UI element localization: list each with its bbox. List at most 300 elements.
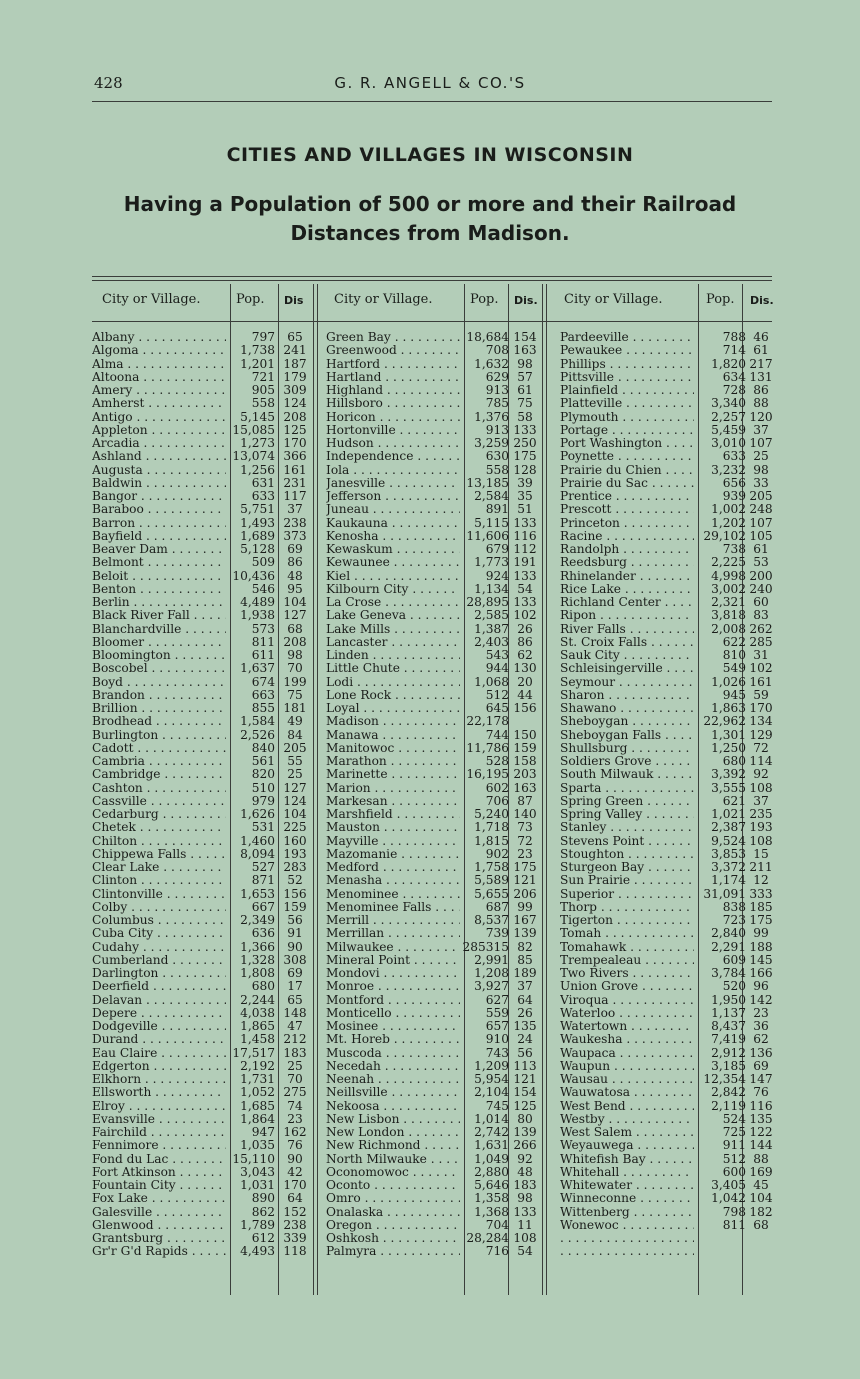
table-row — [92, 1007, 322, 1020]
city-name: Prairie du Chien . . . — [560, 464, 694, 477]
table-row — [92, 411, 322, 424]
population: 8,437 — [711, 1019, 746, 1033]
distance: 250 — [513, 436, 537, 450]
population: 1,366 — [240, 939, 275, 954]
distance: 25 — [287, 1058, 303, 1073]
population: 1,201 — [240, 356, 275, 371]
city-name: Albany . . . — [92, 331, 226, 344]
table-row — [326, 649, 556, 662]
header-pop-2: Pop. — [470, 292, 499, 307]
table-row — [560, 358, 790, 371]
distance: 98 — [517, 1191, 533, 1206]
distance: 65 — [287, 330, 303, 344]
distance: 122 — [749, 1125, 773, 1139]
distance: 285 — [749, 634, 773, 649]
city-name: Monticello . . . — [326, 1007, 460, 1020]
population: 10,436 — [232, 568, 275, 583]
population: 1,068 — [474, 674, 509, 689]
city-name: Fennimore . . . — [92, 1139, 226, 1152]
header-pop-1: Pop. — [236, 292, 265, 307]
city-name: Prentice . . . — [560, 490, 694, 503]
population: 820 — [251, 767, 275, 782]
distance: 64 — [287, 1191, 303, 1206]
population: 2,008 — [711, 621, 746, 636]
city-name: Cedarburg . . . — [92, 808, 226, 821]
distance: 112 — [513, 542, 537, 556]
city-name: Kewaunee . . . — [326, 556, 460, 569]
distance: 91 — [287, 926, 303, 941]
distance: 133 — [513, 568, 537, 583]
population: 1,626 — [240, 807, 275, 821]
population: 2,912 — [711, 1045, 746, 1060]
city-name: Menominee Falls . . . — [326, 901, 460, 914]
city-name: Beaver Dam . . . — [92, 543, 226, 556]
population: 1,458 — [240, 1032, 275, 1047]
population: 13,074 — [232, 449, 275, 464]
table-top-rule-2 — [92, 280, 772, 281]
distance: 114 — [749, 754, 773, 768]
population: 9,524 — [711, 833, 746, 848]
table-row — [92, 874, 322, 887]
distance: 56 — [517, 1045, 533, 1060]
population: 680 — [251, 979, 275, 994]
population: 891 — [485, 502, 509, 517]
population: 2,584 — [474, 489, 509, 503]
table-row — [92, 954, 322, 967]
population: 1,250 — [711, 740, 746, 755]
table-row — [92, 464, 322, 477]
population: 811 — [251, 634, 275, 649]
population: 1,035 — [240, 1138, 275, 1153]
table-row — [92, 1086, 322, 1099]
table-row — [560, 755, 790, 768]
population: 602 — [485, 780, 509, 795]
city-name: Deerfield . . . — [92, 980, 226, 993]
header-city-1: City or Village. — [102, 292, 201, 307]
population: 3,853 — [711, 846, 746, 861]
distance: 183 — [283, 1045, 307, 1060]
population: 738 — [722, 542, 746, 556]
population: 2,991 — [474, 952, 509, 967]
distance: 130 — [513, 661, 537, 676]
population: 1,014 — [474, 1111, 509, 1126]
distance: 187 — [283, 356, 307, 371]
population: 739 — [485, 926, 509, 941]
population: 17,517 — [232, 1045, 275, 1060]
city-name: Bayfield . . . — [92, 530, 226, 543]
city-name: Waukesha . . . — [560, 1033, 694, 1046]
population: 798 — [722, 1204, 746, 1219]
city-name: Boyd . . . — [92, 676, 226, 689]
distance: 116 — [749, 1098, 773, 1113]
distance: 45 — [753, 1178, 769, 1192]
table-row — [560, 371, 790, 384]
population: 704 — [485, 1217, 509, 1232]
table-row — [92, 1219, 322, 1232]
population: 745 — [485, 1098, 509, 1113]
distance: 33 — [753, 475, 769, 490]
table-row — [326, 980, 556, 993]
distance: 175 — [513, 449, 537, 464]
table-row — [560, 768, 790, 781]
population: 3,405 — [711, 1178, 746, 1192]
population: 543 — [485, 648, 509, 662]
table-row — [92, 1153, 322, 1166]
population: 2,742 — [474, 1125, 509, 1139]
population: 1,049 — [474, 1151, 509, 1166]
city-name: Necedah . . . — [326, 1060, 460, 1073]
table-column-3 — [560, 331, 790, 1259]
city-name: Belmont . . . — [92, 556, 226, 569]
city-name: Tigerton . . . — [560, 914, 694, 927]
city-name: Mosinee . . . — [326, 1020, 460, 1033]
city-name: Little Chute . . . — [326, 662, 460, 675]
population: 631 — [251, 475, 275, 490]
population: 744 — [485, 727, 509, 742]
table-row — [326, 371, 556, 384]
population: 3,372 — [711, 860, 746, 874]
population: 524 — [722, 1111, 746, 1126]
table-row — [326, 782, 556, 795]
population: 902 — [485, 846, 509, 861]
distance: 117 — [283, 489, 307, 503]
city-name: Richland Center . . . — [560, 596, 694, 609]
city-name: Neenah . . . — [326, 1073, 460, 1086]
table-row — [92, 848, 322, 861]
table-row — [92, 861, 322, 874]
population: 633 — [251, 489, 275, 503]
city-name: Portage . . . — [560, 424, 694, 437]
table-row — [92, 649, 322, 662]
table-row — [92, 914, 322, 927]
city-name: Fond du Lac . . . — [92, 1153, 226, 1166]
distance: 90 — [287, 939, 303, 954]
table-row — [92, 1166, 322, 1179]
table-row — [92, 583, 322, 596]
table-row — [92, 994, 322, 1007]
distance: 275 — [283, 1085, 307, 1100]
city-name: Poynette . . . — [560, 450, 694, 463]
city-name: La Crose . . . — [326, 596, 460, 609]
city-name: Cashton . . . — [92, 782, 226, 795]
header-pop-3: Pop. — [706, 292, 735, 307]
city-name: Iola . . . — [326, 464, 460, 477]
table-row — [326, 397, 556, 410]
table-row — [560, 954, 790, 967]
city-name: Brandon . . . — [92, 689, 226, 702]
city-name: Hudson . . . — [326, 437, 460, 450]
table-row — [326, 702, 556, 715]
population: 3,818 — [711, 608, 746, 623]
city-name: Whitehall . . . — [560, 1166, 694, 1179]
distance: 37 — [753, 793, 769, 808]
table-row — [326, 1020, 556, 1033]
population: 723 — [722, 913, 746, 927]
distance: 65 — [287, 992, 303, 1007]
distance: 44 — [517, 687, 533, 702]
distance: 142 — [749, 992, 773, 1007]
population: 510 — [251, 780, 275, 795]
population: 2,840 — [711, 926, 746, 941]
city-name: Darlington . . . — [92, 967, 226, 980]
table-row — [326, 861, 556, 874]
population: 1,815 — [474, 833, 509, 848]
table-row — [326, 914, 556, 927]
city-name: Brillion . . . — [92, 702, 226, 715]
city-name: Mondovi . . . — [326, 967, 460, 980]
table-row — [326, 1060, 556, 1073]
distance: 131 — [749, 369, 773, 384]
table-row — [326, 503, 556, 516]
distance: 185 — [749, 899, 773, 914]
city-name: Loyal . . . — [326, 702, 460, 715]
distance: 74 — [287, 1098, 303, 1113]
table-row — [92, 384, 322, 397]
city-name: Fairchild . . . — [92, 1126, 226, 1139]
table-row — [560, 927, 790, 940]
city-name: Sheboygan . . . — [560, 715, 694, 728]
population: 811 — [722, 1217, 746, 1232]
distance: 75 — [517, 396, 533, 411]
table-row — [326, 450, 556, 463]
table-row — [326, 967, 556, 980]
table-row — [92, 901, 322, 914]
distance: 241 — [283, 343, 307, 358]
city-name: Onalaska . . . — [326, 1206, 460, 1219]
city-name: Milwaukee . . . — [326, 941, 460, 954]
distance: 26 — [517, 621, 533, 636]
distance: 72 — [753, 740, 769, 755]
table-row — [326, 1219, 556, 1232]
distance: 46 — [753, 330, 769, 344]
table-row — [560, 1179, 790, 1192]
distance: 92 — [753, 767, 769, 782]
city-name: Bloomer . . . — [92, 636, 226, 649]
table-row — [326, 1139, 556, 1152]
table-row — [560, 689, 790, 702]
distance: 127 — [283, 780, 307, 795]
city-name: Amherst . . . — [92, 397, 226, 410]
city-name: Clintonville . . . — [92, 888, 226, 901]
city-name: Pardeeville . . . — [560, 331, 694, 344]
city-name: Mauston . . . — [326, 821, 460, 834]
distance: 39 — [517, 475, 533, 490]
distance: 120 — [749, 409, 773, 424]
distance: 133 — [513, 422, 537, 437]
distance: 87 — [517, 793, 533, 808]
city-name: Clinton . . . — [92, 874, 226, 887]
city-name: Blanchardville . . . — [92, 623, 226, 636]
distance: 58 — [517, 409, 533, 424]
table-row — [560, 1245, 790, 1258]
distance: 53 — [753, 555, 769, 570]
population: 667 — [251, 899, 275, 914]
population: 559 — [485, 1005, 509, 1020]
population: 862 — [251, 1204, 275, 1219]
population: 979 — [251, 793, 275, 808]
distance: 133 — [513, 1204, 537, 1219]
distance: 188 — [749, 939, 773, 954]
city-name: Prescott . . . — [560, 503, 694, 516]
city-name: South Milwauk . . . — [560, 768, 694, 781]
table-row — [560, 914, 790, 927]
population: 12,354 — [703, 1072, 746, 1086]
distance: 211 — [749, 860, 773, 874]
table-row — [326, 808, 556, 821]
city-name: Madison . . . — [326, 715, 460, 728]
distance: 108 — [749, 780, 773, 795]
distance: 161 — [749, 674, 773, 689]
distance: 163 — [513, 780, 537, 795]
distance: 240 — [749, 581, 773, 596]
distance: 104 — [283, 595, 307, 609]
population: 1,789 — [240, 1217, 275, 1232]
population: 657 — [485, 1019, 509, 1033]
distance: 170 — [749, 701, 773, 715]
table-row — [326, 477, 556, 490]
table-header-rule — [92, 321, 772, 322]
population: 5,954 — [474, 1072, 509, 1086]
distance: 102 — [749, 661, 773, 676]
city-name: Oconomowoc . . . — [326, 1166, 460, 1179]
table-row — [560, 1007, 790, 1020]
distance: 76 — [287, 1138, 303, 1153]
city-name: Grantsburg . . . — [92, 1232, 226, 1245]
population: 622 — [722, 634, 746, 649]
population: 687 — [485, 899, 509, 914]
city-name: Cassville . . . — [92, 795, 226, 808]
population: 558 — [251, 396, 275, 411]
city-name: Pewaukee . . . — [560, 344, 694, 357]
city-name: Ripon . . . — [560, 609, 694, 622]
city-name: Boscobel . . . — [92, 662, 226, 675]
table-row — [326, 1179, 556, 1192]
city-name: Stoughton . . . — [560, 848, 694, 861]
distance: 104 — [749, 1191, 773, 1206]
population: 8,537 — [474, 913, 509, 927]
distance: 26 — [517, 1005, 533, 1020]
table-row — [326, 1086, 556, 1099]
city-name: Union Grove . . . — [560, 980, 694, 993]
city-name: Shawano . . . — [560, 702, 694, 715]
table-row — [560, 636, 790, 649]
population: 285315 — [462, 939, 509, 954]
table-row — [560, 1166, 790, 1179]
city-name: Benton . . . — [92, 583, 226, 596]
population: 2,119 — [711, 1098, 746, 1113]
population: 1,864 — [240, 1111, 275, 1126]
distance: 169 — [749, 1164, 773, 1179]
city-name: Marshfield . . . — [326, 808, 460, 821]
distance: 69 — [753, 1058, 769, 1073]
population: 2,104 — [474, 1085, 509, 1100]
city-name: Greenwood . . . — [326, 344, 460, 357]
city-name: Cadott . . . — [92, 742, 226, 755]
table-row — [560, 530, 790, 543]
distance: 64 — [517, 992, 533, 1007]
table-row — [92, 1113, 322, 1126]
city-name: Kaukauna . . . — [326, 517, 460, 530]
table-row — [560, 517, 790, 530]
population: 1,358 — [474, 1191, 509, 1206]
distance: 129 — [749, 727, 773, 742]
distance: 57 — [517, 369, 533, 384]
city-name: Dodgeville . . . — [92, 1020, 226, 1033]
table-row — [560, 331, 790, 344]
table-row — [92, 1020, 322, 1033]
population: 913 — [485, 422, 509, 437]
distance: 51 — [517, 502, 533, 517]
population: 28,895 — [466, 595, 509, 609]
distance: 205 — [283, 740, 307, 755]
distance: 68 — [753, 1217, 769, 1232]
table-row — [560, 596, 790, 609]
population: 4,489 — [240, 595, 275, 609]
distance: 56 — [287, 913, 303, 927]
distance: 333 — [749, 886, 773, 901]
distance: 159 — [283, 899, 307, 914]
population: 645 — [485, 701, 509, 715]
table-row — [560, 411, 790, 424]
city-name: New London . . . — [326, 1126, 460, 1139]
population: 1,758 — [474, 860, 509, 874]
table-row — [92, 1100, 322, 1113]
city-name: Wonewoc . . . — [560, 1219, 694, 1232]
table-row — [92, 397, 322, 410]
table-row — [326, 464, 556, 477]
population: 2,291 — [711, 939, 746, 954]
population: 1,031 — [240, 1178, 275, 1192]
population: 680 — [722, 754, 746, 768]
distance: 150 — [513, 727, 537, 742]
table-row — [92, 490, 322, 503]
city-name: Oshkosh . . . — [326, 1232, 460, 1245]
table-row — [92, 1047, 322, 1060]
population: 11,786 — [466, 740, 509, 755]
population: 3,259 — [474, 436, 509, 450]
table-row — [560, 967, 790, 980]
population: 1,493 — [240, 515, 275, 530]
table-row — [92, 623, 322, 636]
header-city-2: City or Village. — [334, 292, 433, 307]
population: 629 — [485, 369, 509, 384]
distance: 163 — [513, 343, 537, 358]
distance: 205 — [749, 489, 773, 503]
population: 5,115 — [474, 515, 509, 530]
city-name: Green Bay . . . — [326, 331, 460, 344]
city-name: New Lisbon . . . — [326, 1113, 460, 1126]
city-name: Kenosha . . . — [326, 530, 460, 543]
population: 627 — [485, 992, 509, 1007]
distance: 206 — [513, 886, 537, 901]
population: 1,273 — [240, 436, 275, 450]
table-row — [92, 477, 322, 490]
population: 4,038 — [240, 1005, 275, 1020]
population: 5,459 — [711, 422, 746, 437]
city-name: Evansville . . . — [92, 1113, 226, 1126]
distance: 62 — [753, 1032, 769, 1047]
distance: 139 — [513, 1125, 537, 1139]
distance: 11 — [517, 1217, 533, 1232]
table-row — [92, 676, 322, 689]
city-name: Manitowoc . . . — [326, 742, 460, 755]
table-row — [92, 941, 322, 954]
city-name: Fort Atkinson . . . — [92, 1166, 226, 1179]
city-name: Stevens Point . . . — [560, 835, 694, 848]
distance: 262 — [749, 621, 773, 636]
distance: 166 — [749, 966, 773, 980]
table-row — [560, 490, 790, 503]
